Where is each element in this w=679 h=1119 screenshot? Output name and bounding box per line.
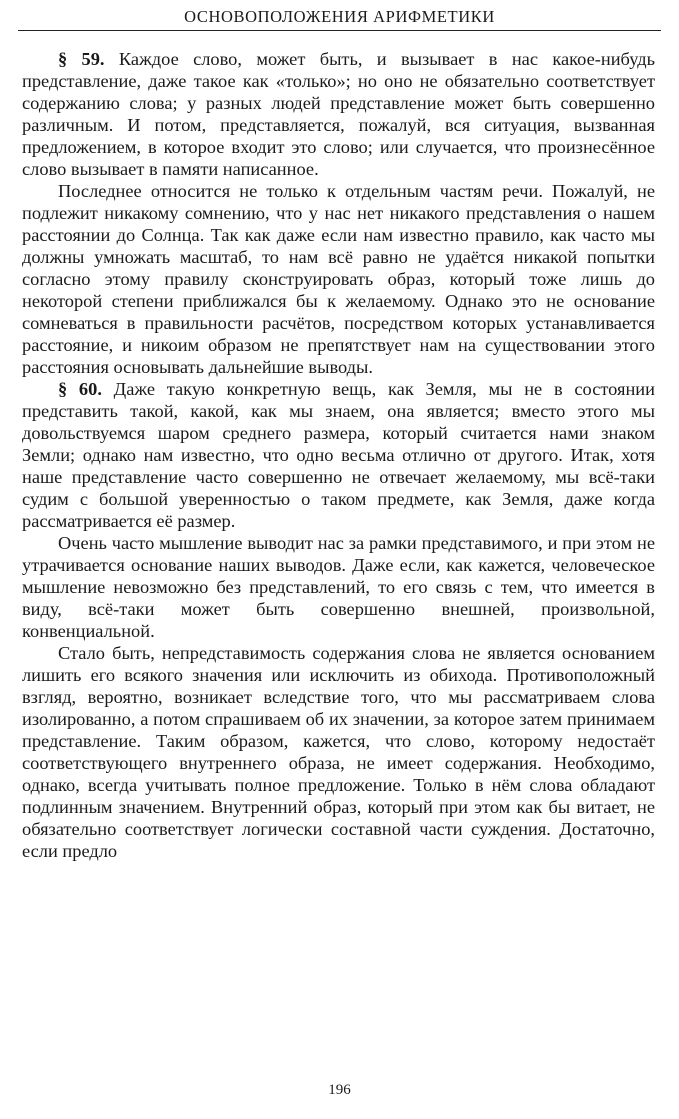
header-title: ОСНОВОПОЛОЖЕНИЯ АРИФМЕТИКИ xyxy=(184,7,495,26)
paragraph-text: Очень часто мышление выводит нас за рамки представимого, и при этом не утрачивается основание наших выводов. Даже если, как кажется, человеческое мышление невозможно без представлений, то его связь с тем, что имеется в виду, всё-таки может быть совершенно внешней, произвольной, конвенциальной. xyxy=(22,533,655,641)
running-header xyxy=(18,0,661,31)
paragraph-59 xyxy=(22,48,655,180)
paragraph xyxy=(22,532,655,642)
paragraph xyxy=(22,642,655,862)
body-text xyxy=(22,48,655,862)
paragraph xyxy=(22,180,655,378)
paragraph-text: Даже такую конкретную вещь, как Земля, мы не в состоянии представить такой, какой, как мы знаем, она является; вместо этого мы довольствуемся шаром среднего размера, который считается нами знаком Земли; однако нам известно, что одно весьма отлично от другого. Итак, хотя наше представление часто совершенно не отвечает желаемому, мы всё-таки судим с большой уверенностью о таком предмете, как Земля, даже когда рассматривается её размер. xyxy=(22,379,655,531)
page-number: 196 xyxy=(328,1082,351,1098)
section-number: § 60. xyxy=(58,379,102,399)
paragraph-60 xyxy=(22,378,655,532)
section-number: § 59. xyxy=(58,49,105,69)
paragraph-text: Каждое слово, может быть, и вызывает в нас какое-нибудь представление, даже такое как «только»; но оно не обязательно соответствует содержанию слова; у разных людей представление может быть совершенно различным. И потом, представляется, пожалуй, вся ситуация, вызванная предложением, в которое входит это слово; или случается, что произнесённое слово вызывает в памяти написанное. xyxy=(22,49,655,179)
paragraph-text: Последнее относится не только к отдельным частям речи. Пожалуй, не подлежит никакому сомнению, что у нас нет никакого представления о нашем расстоянии до Солнца. Так как даже если нам известно правило, как часто мы должны умножать масштаб, то нам всё равно не удаётся никакой попытки согласно этому правилу сконструировать образ, который тоже лишь до некоторой степени приближался бы к желаемому. Однако это не основание сомневаться в правильности расчётов, посредством которых устанавливается расстояние, и никоим образом не препятствует нам на существовании этого расстояния основывать дальнейшие выводы. xyxy=(22,181,655,377)
paragraph-text: Стало быть, непредставимость содержания слова не является основанием лишить его всякого значения или исключить из обихода. Противоположный взгляд, вероятно, возникает вследствие того, что мы рассматриваем слова изолированно, а потом спрашиваем об их значении, за которое затем принимаем представление. Таким образом, кажется, что слово, которому недостаёт соответствующего внутреннего образа, не имеет содержания. Необходимо, однако, всегда учитывать полное предложение. Только в нём слова обладают подлинным значением. Внутренний образ, который при этом как бы витает, не обязательно соответствует логически составной части суждения. Достаточно, если предло xyxy=(22,643,655,861)
